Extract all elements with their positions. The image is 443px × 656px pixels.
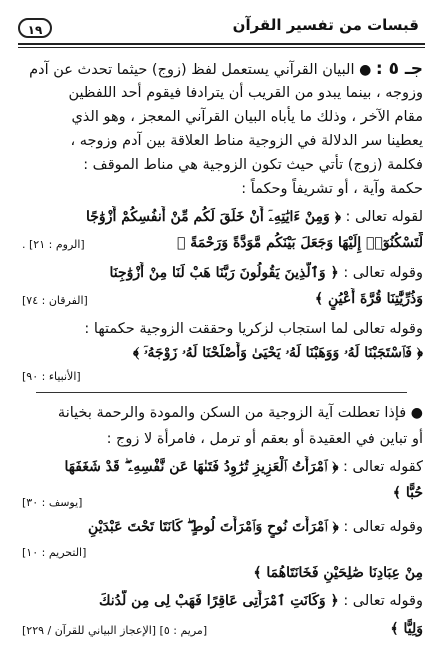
paragraph-line <box>18 402 423 424</box>
quran-verse: ﴿ ٱمْرَأَتُ ٱلْعَزِيزِ تُرَٰوِدُ فَتَىٰهَا عَن نَّفْسِهِۦ ۖ قَدْ شَغَفَهَا <box>64 459 339 475</box>
quote-line <box>18 456 423 478</box>
paragraph-line: وزوجه ، بينما يبدو من القريب أن يترادفا فيقوم أحد اللفظين <box>68 85 423 101</box>
verse-reference: [مريم : ٥] [الإعجاز البياني للقرآن / ٢٢٩] <box>22 624 208 637</box>
quran-verse: ﴿ فَٱسْتَجَبْنَا لَهُۥ وَوَهَبْنَا لَهُۥ يَحْيَىٰ وَأَصْلَحْنَا لَهُۥ زَوْجَهُۥٓ ﴾ <box>132 345 423 361</box>
header-rule <box>18 43 425 45</box>
quran-verse: مِنْ عِبَادِنَا صَٰلِحَيْنِ فَخَانَتَاهُمَا ﴾ <box>253 565 423 581</box>
quran-verse: لِّتَسْكُنُوٓا۟ إِلَيْهَا وَجَعَلَ بَيْنَكُم مَّوَدَّةً وَرَحْمَةً ﴾ <box>177 235 423 251</box>
quran-verse: وَلِيًّا ﴾ <box>390 621 423 637</box>
paragraph-line: أو تباين في العقيدة أو بعقم أو ترمل ، فامرأة لا زوج : <box>106 431 423 447</box>
quote-line <box>18 590 423 612</box>
quote-line <box>18 516 423 538</box>
section-divider <box>36 392 407 393</box>
quote-line <box>18 262 423 284</box>
paragraph-line: حكمة وآية ، أو تشريفاً وحكماً : <box>241 181 423 197</box>
quote-intro: وقوله تعالى : <box>343 519 423 535</box>
verse-reference: [يوسف : ٣٠] <box>22 496 83 509</box>
answer-marker: جـ ٥ : <box>375 59 423 79</box>
bullet-icon: ● <box>359 62 372 78</box>
quran-verse: ﴿ وَمِنْ ءَايَٰتِهِۦٓ أَنْ خَلَقَ لَكُم مِّنْ أَنفُسِكُمْ أَزْوَٰجًا <box>86 209 341 225</box>
paragraph-line: فكلمة (زوج) تأتي حيث تكون الزوجية هي مناط الموقف : <box>83 157 423 173</box>
text-run: البيان القرآني يستعمل لفظ (زوج) حيثما تحدث عن آدم <box>29 62 355 78</box>
quran-verse: ﴿ ٱمْرَأَتَ نُوحٍ وَٱمْرَأَتَ لُوطٍ ۖ كَانَتَا تَحْتَ عَبْدَيْنِ <box>88 519 339 535</box>
verse-reference: [الفرقان : ٧٤] <box>22 294 88 307</box>
quran-verse: ﴿ وَكَانَتِ ٱمْرَأَتِى عَاقِرًا فَهَبْ لِى مِن لَّدُنكَ <box>98 593 339 609</box>
quote-line <box>18 206 423 228</box>
quote-intro: لقوله تعالى : <box>345 209 423 225</box>
page-number: ١٩ <box>18 18 52 38</box>
quote-intro: وقوله تعالى : <box>343 265 423 281</box>
verse-reference: [التحريم : ١٠] <box>22 546 87 559</box>
quran-verse: وَذُرِّيَّٰتِنَا قُرَّةَ أَعْيُنٍ ﴾ <box>314 291 423 307</box>
bullet-icon: ● <box>410 405 423 421</box>
quran-verse: حُبًّا ﴾ <box>392 485 423 501</box>
text-run: فإذا تعطلت آية الزوجية من السكن والمودة والرحمة بخيانة <box>57 405 407 421</box>
header-rule-thin <box>18 47 425 48</box>
quran-verse: ﴿ وَٱلَّذِينَ يَقُولُونَ رَبَّنَا هَبْ لَنَا مِنْ أَزْوَٰجِنَا <box>109 265 339 281</box>
paragraph-line: يعطينا سر الدلالة في الزوجية مناط العلاقة بين آدم وزوجه ، <box>70 133 423 149</box>
verse-reference: [الروم : ٢١] . <box>22 238 85 251</box>
paragraph-line <box>18 58 423 80</box>
paragraph-line: مقام الآخر ، وذلك ما يأباه البيان القرآني المعجز ، وهو الذي <box>71 109 423 125</box>
running-title: قبسات من تفسير القرآن <box>232 16 419 34</box>
verse-reference: [الأنبياء : ٩٠] <box>22 370 81 383</box>
paragraph-line: وقوله تعالى لما استجاب لزكريا وحققت الزوجية حكمتها : <box>84 321 423 337</box>
quote-intro: كقوله تعالى : <box>343 459 423 475</box>
page-header <box>18 6 425 42</box>
quote-intro: وقوله تعالى : <box>343 593 423 609</box>
